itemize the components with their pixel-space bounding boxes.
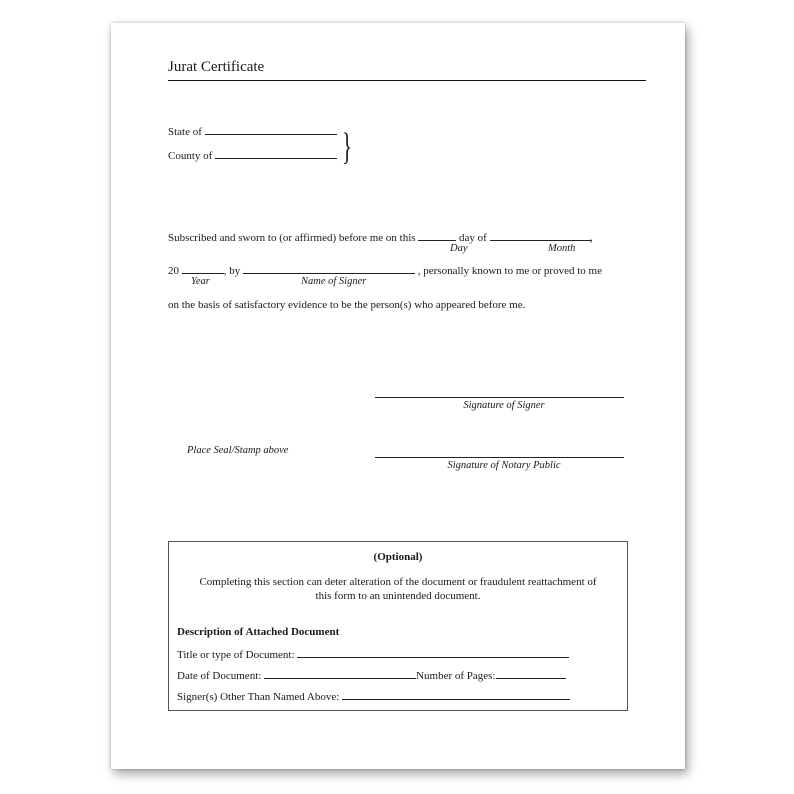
state-row bbox=[168, 124, 337, 138]
doc-date-label: Date of Document: bbox=[177, 670, 262, 682]
attached-document-title: Description of Attached Document bbox=[177, 626, 340, 638]
other-signers-field[interactable] bbox=[342, 689, 570, 700]
signer-signature-caption: Signature of Signer bbox=[463, 400, 545, 411]
other-signers-label: Signer(s) Other Than Named Above: bbox=[177, 691, 340, 703]
signer-name-field[interactable] bbox=[243, 263, 415, 274]
doc-title-label: Title or type of Document: bbox=[177, 649, 295, 661]
county-label: County of bbox=[168, 150, 213, 162]
doc-date-row bbox=[177, 668, 566, 682]
year-caption: Year bbox=[191, 276, 210, 287]
seal-note: Place Seal/Stamp above bbox=[187, 445, 289, 456]
month-field[interactable] bbox=[490, 230, 590, 241]
title-rule bbox=[168, 80, 646, 81]
venue-brace: } bbox=[342, 126, 353, 168]
day-field[interactable] bbox=[418, 230, 456, 241]
other-signers-row bbox=[177, 689, 570, 703]
body-line-3: on the basis of satisfactory evidence to be the person(s) who appeared before me. bbox=[168, 299, 526, 311]
sworn-text: Subscribed and sworn to (or affirmed) before me on this bbox=[168, 232, 416, 244]
body-line-2 bbox=[168, 263, 602, 277]
state-field[interactable] bbox=[205, 124, 337, 135]
day-caption: Day bbox=[450, 243, 468, 254]
doc-date-field[interactable] bbox=[264, 668, 416, 679]
personally-known-text: , personally known to me or proved to me bbox=[417, 265, 602, 277]
by-text: , by bbox=[223, 265, 241, 277]
notary-signature-line[interactable] bbox=[375, 457, 624, 458]
body-line-1 bbox=[168, 230, 592, 244]
optional-note-2: this form to an unintended document. bbox=[315, 590, 481, 602]
doc-title-field[interactable] bbox=[297, 647, 569, 658]
doc-title-row bbox=[177, 647, 569, 661]
county-field[interactable] bbox=[215, 148, 337, 159]
state-label: State of bbox=[168, 126, 202, 138]
optional-heading: (Optional) bbox=[373, 551, 423, 563]
comma-text: , bbox=[589, 232, 593, 244]
month-caption: Month bbox=[548, 243, 576, 254]
form-title: Jurat Certificate bbox=[168, 59, 265, 75]
optional-note-1: Completing this section can deter alteration of the document or fraudulent reattachment of bbox=[199, 576, 597, 588]
signer-caption: Name of Signer bbox=[301, 276, 367, 287]
year-field[interactable] bbox=[182, 263, 224, 274]
century-text: 20 bbox=[168, 265, 179, 277]
day-of-text: day of bbox=[459, 232, 487, 244]
signer-signature-line[interactable] bbox=[375, 397, 624, 398]
county-row bbox=[168, 148, 337, 162]
pages-label: Number of Pages: bbox=[416, 670, 496, 682]
notary-signature-caption: Signature of Notary Public bbox=[447, 460, 561, 471]
pages-field[interactable] bbox=[496, 668, 566, 679]
